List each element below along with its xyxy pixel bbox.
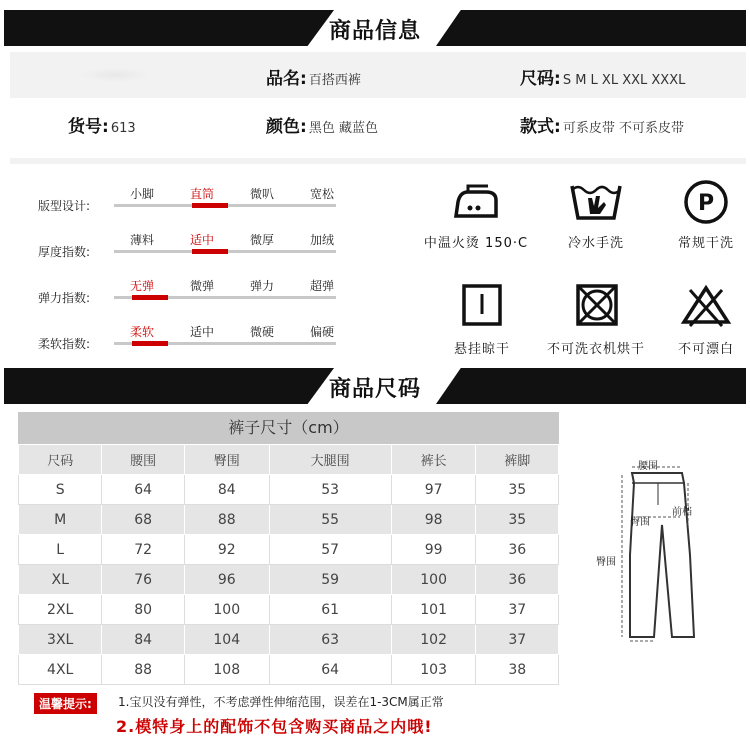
table-header-cell: 裤长 <box>391 445 476 475</box>
attribute-option: 无弹 <box>129 279 154 293</box>
dry-clean-icon <box>676 178 736 226</box>
diagram-label-front-rise: 前档 <box>672 507 692 518</box>
attribute-selected-marker <box>132 295 168 300</box>
table-cell: XL <box>19 565 102 595</box>
table-row <box>19 565 559 595</box>
divider <box>10 158 746 164</box>
table-cell: 64 <box>269 655 391 685</box>
table-cell: 88 <box>184 505 269 535</box>
table-cell: 3XL <box>19 625 102 655</box>
table-cell: 84 <box>102 625 185 655</box>
table-cell: 4XL <box>19 655 102 685</box>
pants-diagram <box>590 455 740 655</box>
table-cell: M <box>19 505 102 535</box>
care-hang-dry: 悬挂晾干 <box>422 282 542 357</box>
tip-badge: 温馨提示: <box>34 693 97 714</box>
table-cell: 97 <box>391 475 476 505</box>
table-header-cell: 臀围 <box>184 445 269 475</box>
table-body <box>19 475 559 685</box>
table-cell: 80 <box>102 595 185 625</box>
table-row <box>19 505 559 535</box>
product-style: 款式: 可系皮带 不可系皮带 <box>520 117 684 137</box>
attribute-label: 柔软指数: <box>38 337 91 351</box>
attribute-option: 直筒 <box>189 187 214 201</box>
attribute-option: 偏硬 <box>309 325 334 339</box>
table-cell: 37 <box>476 625 559 655</box>
table-row <box>19 535 559 565</box>
table-cell: 57 <box>269 535 391 565</box>
attribute-option: 适中 <box>189 233 214 247</box>
table-cell: L <box>19 535 102 565</box>
product-name: 品名: 百搭西裤 <box>266 69 361 89</box>
table-row <box>19 595 559 625</box>
section-header-size <box>4 368 746 404</box>
table-cell: 63 <box>269 625 391 655</box>
care-no-machine-dry: 不可洗衣机烘干 <box>536 282 656 357</box>
table-cell: 55 <box>269 505 391 535</box>
table-header-row <box>19 445 559 475</box>
table-cell: 64 <box>102 475 185 505</box>
table-cell: 99 <box>391 535 476 565</box>
table-row <box>19 475 559 505</box>
table-caption: 裤子尺寸（cm） <box>18 412 559 444</box>
diagram-label-hip: 臀围 <box>630 517 650 528</box>
care-iron: 中温火烫 150·C <box>416 178 536 251</box>
table-cell: 68 <box>102 505 185 535</box>
table-header-cell: 尺码 <box>19 445 102 475</box>
table-cell: 38 <box>476 655 559 685</box>
table-cell: 61 <box>269 595 391 625</box>
diagram-label-waist: 腰围 <box>638 461 658 472</box>
table-cell: 100 <box>184 595 269 625</box>
attribute-option: 微厚 <box>249 233 274 247</box>
care-hand-wash: 冷水手洗 <box>536 178 656 251</box>
hang-dry-icon <box>452 282 512 332</box>
table-header-cell: 裤脚 <box>476 445 559 475</box>
product-colors: 颜色: 黑色 藏蓝色 <box>266 117 378 137</box>
attribute-row <box>38 323 338 353</box>
table-cell: 98 <box>391 505 476 535</box>
table-row <box>19 655 559 685</box>
section-title: 商品尺码 <box>328 377 421 402</box>
table-cell: 37 <box>476 595 559 625</box>
pants-outline-icon <box>610 455 720 655</box>
info-row-1 <box>10 52 746 98</box>
table-cell: 35 <box>476 505 559 535</box>
attribute-option: 微叭 <box>249 187 274 201</box>
blurred-logo <box>80 68 150 82</box>
table-header-cell: 大腿围 <box>269 445 391 475</box>
attribute-label: 弹力指数: <box>38 291 91 305</box>
table-row <box>19 625 559 655</box>
no-bleach-icon <box>676 282 736 332</box>
table-cell: 104 <box>184 625 269 655</box>
table-cell: 102 <box>391 625 476 655</box>
attribute-label: 厚度指数: <box>38 245 91 259</box>
table-cell: 84 <box>184 475 269 505</box>
attribute-option: 弹力 <box>249 279 274 293</box>
care-no-bleach: 不可漂白 <box>646 282 750 357</box>
attribute-option: 柔软 <box>129 325 154 339</box>
size-table <box>18 412 559 685</box>
attribute-option: 微弹 <box>189 279 214 293</box>
table-cell: 72 <box>102 535 185 565</box>
table-cell: 101 <box>391 595 476 625</box>
table-cell: S <box>19 475 102 505</box>
attribute-row <box>38 185 338 215</box>
table-cell: 2XL <box>19 595 102 625</box>
table-header-cell: 腰围 <box>102 445 185 475</box>
attribute-option: 超弹 <box>309 279 334 293</box>
diagram-label-length: 臀围 <box>596 557 616 568</box>
table-cell: 100 <box>391 565 476 595</box>
section-header-info <box>4 10 746 46</box>
tip-line-1: 1.宝贝没有弹性，不考虑弹性伸缩范围，误差在1-3CM属正常 <box>118 695 444 709</box>
table-cell: 36 <box>476 535 559 565</box>
table-cell: 88 <box>102 655 185 685</box>
info-row-2 <box>10 100 746 146</box>
hand-wash-icon <box>566 178 626 226</box>
product-code: 货号: 613 <box>68 117 136 137</box>
table-cell: 36 <box>476 565 559 595</box>
attribute-label: 版型设计: <box>38 199 91 213</box>
iron-icon <box>446 178 506 226</box>
attribute-row <box>38 231 338 261</box>
attribute-option: 薄料 <box>129 233 154 247</box>
attribute-option: 适中 <box>189 325 214 339</box>
attribute-option: 加绒 <box>309 233 334 247</box>
table-cell: 35 <box>476 475 559 505</box>
tip-line-2: 2.模特身上的配饰不包含购买商品之内哦! <box>116 717 433 736</box>
attribute-option: 微硬 <box>249 325 274 339</box>
svg-text:P: P <box>697 191 715 216</box>
care-dry-clean: P 常规干洗 <box>646 178 750 251</box>
table-cell: 96 <box>184 565 269 595</box>
no-machine-dry-icon <box>566 282 626 332</box>
attribute-selected-marker <box>132 341 168 346</box>
section-title: 商品信息 <box>328 19 421 44</box>
table-cell: 108 <box>184 655 269 685</box>
attribute-selected-marker <box>192 203 228 208</box>
table-cell: 92 <box>184 535 269 565</box>
table-cell: 103 <box>391 655 476 685</box>
attribute-option: 小脚 <box>129 187 154 201</box>
table-cell: 76 <box>102 565 185 595</box>
attribute-row <box>38 277 338 307</box>
table-cell: 53 <box>269 475 391 505</box>
attribute-selected-marker <box>192 249 228 254</box>
attribute-option: 宽松 <box>309 187 334 201</box>
table-cell: 59 <box>269 565 391 595</box>
product-sizes: 尺码: S M L XL XXL XXXL <box>520 69 686 89</box>
